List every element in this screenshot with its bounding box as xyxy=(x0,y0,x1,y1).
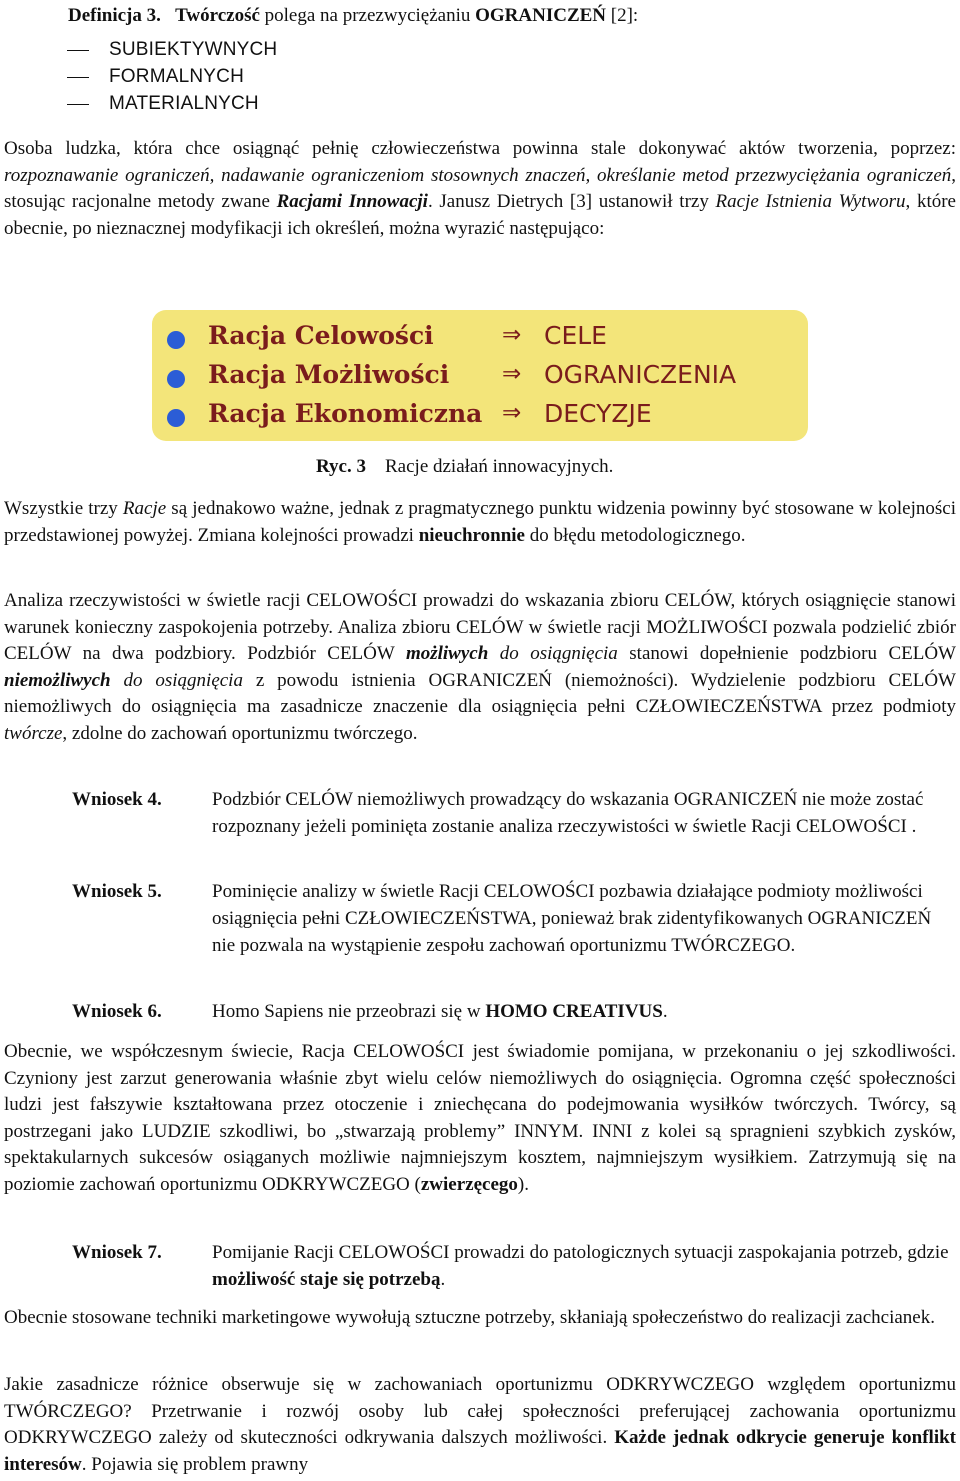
text-run: . Janusz Dietrych [3] ustanowił trzy xyxy=(427,191,716,212)
dash-icon xyxy=(67,77,89,79)
conclusion-label: Wniosek 6. xyxy=(72,1001,162,1022)
conclusion-text xyxy=(212,1239,952,1293)
arrow-icon: ⇒ xyxy=(502,400,522,426)
caption-label: Ryc. 3 xyxy=(316,456,366,477)
paragraph-marketing: Obecnie stosowane techniki marketingowe wywołują sztuczne potrzeby, skłaniają społeczeństwo do realizacji zachcianek. xyxy=(4,1307,935,1328)
text-run: Analiza rzeczywistości w świetle racji CELOWOŚCI prowadzi do wskazania zbioru CELÓW, których osiągnięcie stanowi warunek konieczny zaspokojenia potrzeby. Analiza zbioru CELÓW w świetle racji MOŻLIWOŚCI pozwala podzielić zbiór CELÓW na dwa podzbiory. Podzbiór CELÓW xyxy=(4,590,956,664)
text-run-italic: do osiągnięcia xyxy=(488,643,618,664)
definition-text: polega na przezwyciężaniu xyxy=(259,5,476,26)
text-run-bold: możliwość staje się potrzebą xyxy=(212,1269,441,1290)
conclusion-6 xyxy=(72,998,952,1028)
definition-term: Twórczość xyxy=(175,5,260,26)
paragraph-analysis xyxy=(4,588,956,747)
result-label: OGRANICZENIA xyxy=(544,360,737,389)
paragraph-order xyxy=(4,496,956,549)
text-run: Osoba ludzka, która chce osiągnąć pełnię człowieczeństwa powinna stale dokonywać aktów tworzenia, poprzez: xyxy=(4,138,956,159)
conclusion-label: Wniosek 4. xyxy=(72,789,162,810)
text-run: Jakie zasadnicze różnice obserwuje się w zachowaniach oportunizmu ODKRYWCZEGO względem oportunizmu TWÓRCZEGO? Przetrwanie i rozwój osoby lub całej społeczności preferującej zachowania oportunizmu ODKRYWCZEGO zależy od skuteczności odkrywania dalszych możliwości. xyxy=(4,1374,956,1448)
result-label: CELE xyxy=(544,321,607,350)
conclusion-text xyxy=(212,998,952,1025)
text-run: . Pojawia się problem prawny xyxy=(81,1453,309,1475)
figure-row xyxy=(152,318,808,356)
list-item-label: MATERIALNYCH xyxy=(109,93,259,114)
conclusion-text: Pominięcie analizy w świetle Racji CELOWOŚCI pozbawia działające podmioty możliwości osiągnięcia pełni CZŁOWIECZEŃSTWA, ponieważ brak zidentyfikowanych OGRANICZEŃ nie pozwala na wystąpienie zespołu zachowań oportunizmu TWÓRCZEGO. xyxy=(212,881,932,956)
bullet-icon xyxy=(167,331,185,349)
caption-text: Racje działań innowacyjnych. xyxy=(385,456,614,477)
text-run-bold: zwierzęcego xyxy=(420,1173,518,1195)
text-run-italic: rozpoznawanie ograniczeń, nadawanie ograniczeniom stosownych znaczeń, określanie metod przezwyciężania ograniczeń xyxy=(4,164,952,186)
text-run: Obecnie, we współczesnym świecie, Racja CELOWOŚCI jest świadomie pomijana, w przekonaniu o jej szkodliwości. Czyniony jest zarzut generowania właśnie zbyt wielu celów niemożliwych do osiągnięcia. Ogromna część społeczności ludzi jest fałszywie kształtowana przez otoczenie i zniechęcana do podejmowania wysiłków twórczych. Twórcy, są postrzegani jako LUDZIE szkodliwi, bo „stwarzają problemy” INNYM. INNI z kolei są spragnieni szybkich zysków, spektakularnych sukcesów osiąganych możliwie najmniejszym kosztem, najmniejszym wysiłkiem. Zatrzymują się na poziomie zachowań oportunizmu ODKRYWCZEGO ( xyxy=(4,1041,956,1195)
text-run: są jednakowo ważne, jednak z pragmatycznego punktu widzenia powinny być stosowane w kolejności przedstawionej powyżej. Zmiana kolejności prowadzi xyxy=(4,498,957,546)
list-item xyxy=(67,63,277,90)
dash-icon xyxy=(67,50,89,52)
bullet-icon xyxy=(167,409,185,427)
text-run-bold: HOMO CREATIVUS xyxy=(485,1001,663,1022)
paragraph-question xyxy=(4,1372,956,1478)
text-run-bold: nieuchronnie xyxy=(418,524,525,546)
text-run: z powodu istnienia OGRANICZEŃ (niemożności). Wydzielenie podzbioru CELÓW niemożliwych do osiągnięcia ma zasadnicze znaczenie dla osiągnięcia pełni CZŁOWIECZEŃSTWA przez podmioty xyxy=(4,669,956,717)
list-item xyxy=(67,90,277,117)
conclusion-label: Wniosek 7. xyxy=(72,1242,162,1263)
text-run-italic: Racje Istnienia Wytworu xyxy=(715,191,906,212)
text-run: do błędu metodologicznego. xyxy=(524,524,746,546)
conclusion-5 xyxy=(72,878,952,988)
text-run-bold-italic: możliwych xyxy=(405,643,489,664)
paragraph-intro xyxy=(4,136,956,242)
innovation-reasons-figure xyxy=(152,310,808,441)
text-run-italic: do osiągnięcia xyxy=(110,669,243,691)
text-run: , zdolne do zachowań oportunizmu twórczego. xyxy=(62,722,418,744)
conclusion-4 xyxy=(72,786,952,870)
list-item-label: FORMALNYCH xyxy=(109,66,245,87)
text-run-bold-italic: niemożliwych xyxy=(4,669,111,691)
conclusion-7 xyxy=(72,1239,952,1295)
paragraph-contemporary xyxy=(4,1039,956,1198)
text-run: stanowi dopełnienie podzbioru CELÓW xyxy=(617,643,956,664)
dash-icon xyxy=(67,104,89,106)
text-run: , stosując racjonalne metody zwane xyxy=(4,164,956,212)
definition-label: Definicja 3. xyxy=(68,5,161,26)
list-item xyxy=(67,36,277,63)
text-run-italic: twórcze xyxy=(4,722,63,744)
figure-caption xyxy=(316,455,613,479)
text-run: , które obecnie, po nieznacznej modyfikacji ich określeń, można wyrazić następująco: xyxy=(4,191,956,239)
text-run: Pomijanie Racji CELOWOŚCI prowadzi do patologicznych sytuacji zaspokajania potrzeb, gdzie xyxy=(212,1242,949,1263)
text-run-italic: Racje xyxy=(122,498,167,519)
result-label: DECYZJE xyxy=(544,399,652,428)
list-item-label: SUBIEKTYWNYCH xyxy=(109,39,278,60)
text-run: . xyxy=(440,1269,446,1290)
constraint-list xyxy=(67,36,277,117)
reason-label: Racja Celowości xyxy=(208,321,434,350)
arrow-icon: ⇒ xyxy=(502,361,522,387)
arrow-icon: ⇒ xyxy=(502,322,522,348)
text-run: ). xyxy=(517,1173,529,1195)
conclusion-text: Podzbiór CELÓW niemożliwych prowadzący do wskazania OGRANICZEŃ nie może zostać rozpoznany jeżeli pominięta zostanie analiza rzeczywistości w świetle Racji CELOWOŚCI . xyxy=(212,789,924,837)
text-run: Wszystkie trzy xyxy=(4,498,123,519)
definition-heading xyxy=(68,2,638,30)
bullet-icon xyxy=(167,370,185,388)
figure-row xyxy=(152,357,808,395)
definition-ref: [2]: xyxy=(606,5,639,26)
definition-constraints: OGRANICZEŃ xyxy=(475,5,607,26)
reason-label: Racja Możliwości xyxy=(208,360,450,389)
text-run: . xyxy=(662,1001,668,1022)
text-run-bold: Każde jednak odkrycie generuje konflikt interesów xyxy=(4,1427,956,1475)
text-run: Homo Sapiens nie przeobrazi się w xyxy=(212,1001,486,1022)
conclusion-label: Wniosek 5. xyxy=(72,881,162,902)
figure-row xyxy=(152,396,808,434)
text-run-bold-italic: Racjami Innowacji xyxy=(276,191,428,212)
reason-label: Racja Ekonomiczna xyxy=(208,399,483,428)
